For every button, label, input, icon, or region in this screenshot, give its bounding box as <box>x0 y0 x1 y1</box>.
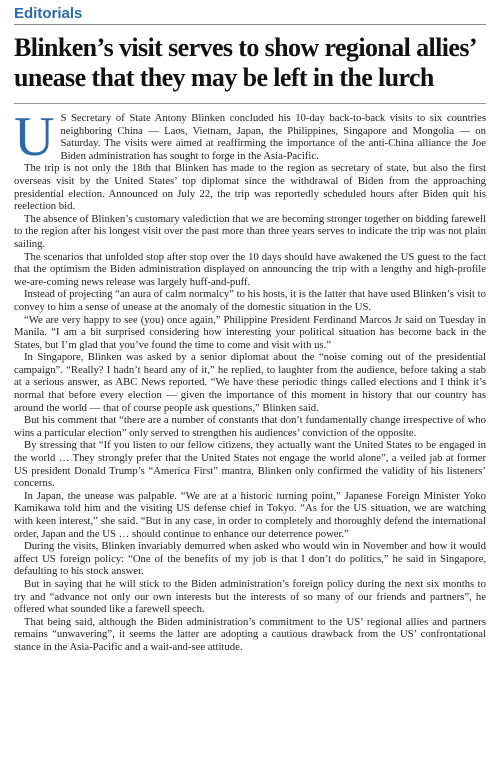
headline: Blinken’s visit serves to show regional allies’ unease that they may be left in the lurch <box>14 33 475 92</box>
article-paragraph-3: The scenarios that unfolded stop after stop over the 10 days should have awakened the US guest to the fact that the optimism the Biden administration displayed on announcing the trip with a lengthy and high-profile we-are-coming news release was largely huff-and-puff. <box>14 250 486 288</box>
headline-divider <box>14 103 486 104</box>
section-label: Editorials <box>14 5 83 22</box>
article-paragraph-0 <box>14 106 486 168</box>
first-paragraph-text: S Secretary of State Antony Blinken concluded his 10-day back-to-back visits to six countries neighboring China — Laos, Vietnam, Japan, the Philippines, Singapore and Mongolia — on Saturday. The visits were aimed at reaffirming the importance of the anti-China alliance the Joe Biden administration has sought to forge in the Asia-Pacific. <box>60 112 486 162</box>
article-paragraph-9: In Japan, the unease was palpable. “We are at a historic turning point,” Japanese Foreign Minister Yoko Kamikawa told him and the visiting US defense chief in Tokyo. “As for the US situation, we are watching with keen interest,” she said. “But in any case, in order to completely and thoroughly defend the international order, Japan and the US … should continue to enhance our deterrence power.” <box>14 489 486 540</box>
article-paragraph-1: The trip is not only the 18th that Blinken has made to the region as secretary of state, but also the first overseas visit by the United States’ top diplomat since the withdrawal of Biden from the approaching presidential election. Announced on July 22, the trip was reportedly scheduled hours after Biden quit his reelection bid. <box>14 162 486 213</box>
article-paragraph-5: “We are very happy to see (you) once again,” Philippine President Ferdinand Marcos Jr said on Tuesday in Manila. “I am a bit surprised considering how interesting your political situation has become back in the States, but I’m glad that you’ve found the time to come and visit with us.” <box>14 313 486 351</box>
article-paragraph-2: The absence of Blinken’s customary valediction that we are becoming stronger together on bidding farewell to the region after his longest visit over the past more than three years serves to indicate the trip was not plain sailing. <box>14 212 486 250</box>
article-paragraph-6: In Singapore, Blinken was asked by a senior diplomat about the “noise coming out of the presidential campaign”. “Really? I hadn’t heard any of it,” he replied, to laughter from the audience, before taking a stab at a serious answer, as ABC News reported. “We have these periodic things called elections and I think it’s normal that before every election — given the importance of this moment in history that our country has around the world — that of course people ask questions,” Blinken said. <box>14 351 486 414</box>
drop-cap: U <box>14 106 55 168</box>
article-paragraph-8: By stressing that “If you listen to our fellow citizens, they actually want the United States to be engaged in the world … They strongly prefer that the United States not engage the world alone”, a veiled jab at former US president Donald Trump’s “America First” mantra, Blinken only confirmed the validity of his listeners’ concerns. <box>14 439 486 490</box>
article-paragraph-7: But his comment that “there are a number of constants that don’t fundamentally change irrespective of who wins a particular election” only served to strengthen his audiences’ conviction of the opposite. <box>14 414 486 439</box>
section-divider <box>14 24 486 25</box>
article-paragraph-12: That being said, although the Biden administration’s commitment to the US’ regional allies and partners remains “unwavering”, it seems the latter are adopting a cautious drawback from the US’ confrontational stance in the Asia-Pacific and a wait-and-see attitude. <box>14 615 486 653</box>
article-paragraph-4: Instead of projecting “an aura of calm normalcy” to his hosts, it is the latter that have used Blinken’s visit to convey to him a sense of unease at the anomaly of the domestic situation in the US. <box>14 288 486 313</box>
article-paragraph-10: During the visits, Blinken invariably demurred when asked who would win in November and how it would affect US foreign policy: “One of the benefits of my job is that I don’t do politics,” he said in Singapore, defaulting to his stock answer. <box>14 540 486 578</box>
article-paragraph-11: But in saying that he will stick to the Biden administration’s foreign policy during the next six months to try and “advance not only our own interests but the interests of so many of our friends and partners”, he offered what sounded like a farewell speech. <box>14 577 486 616</box>
article-body <box>14 106 486 654</box>
